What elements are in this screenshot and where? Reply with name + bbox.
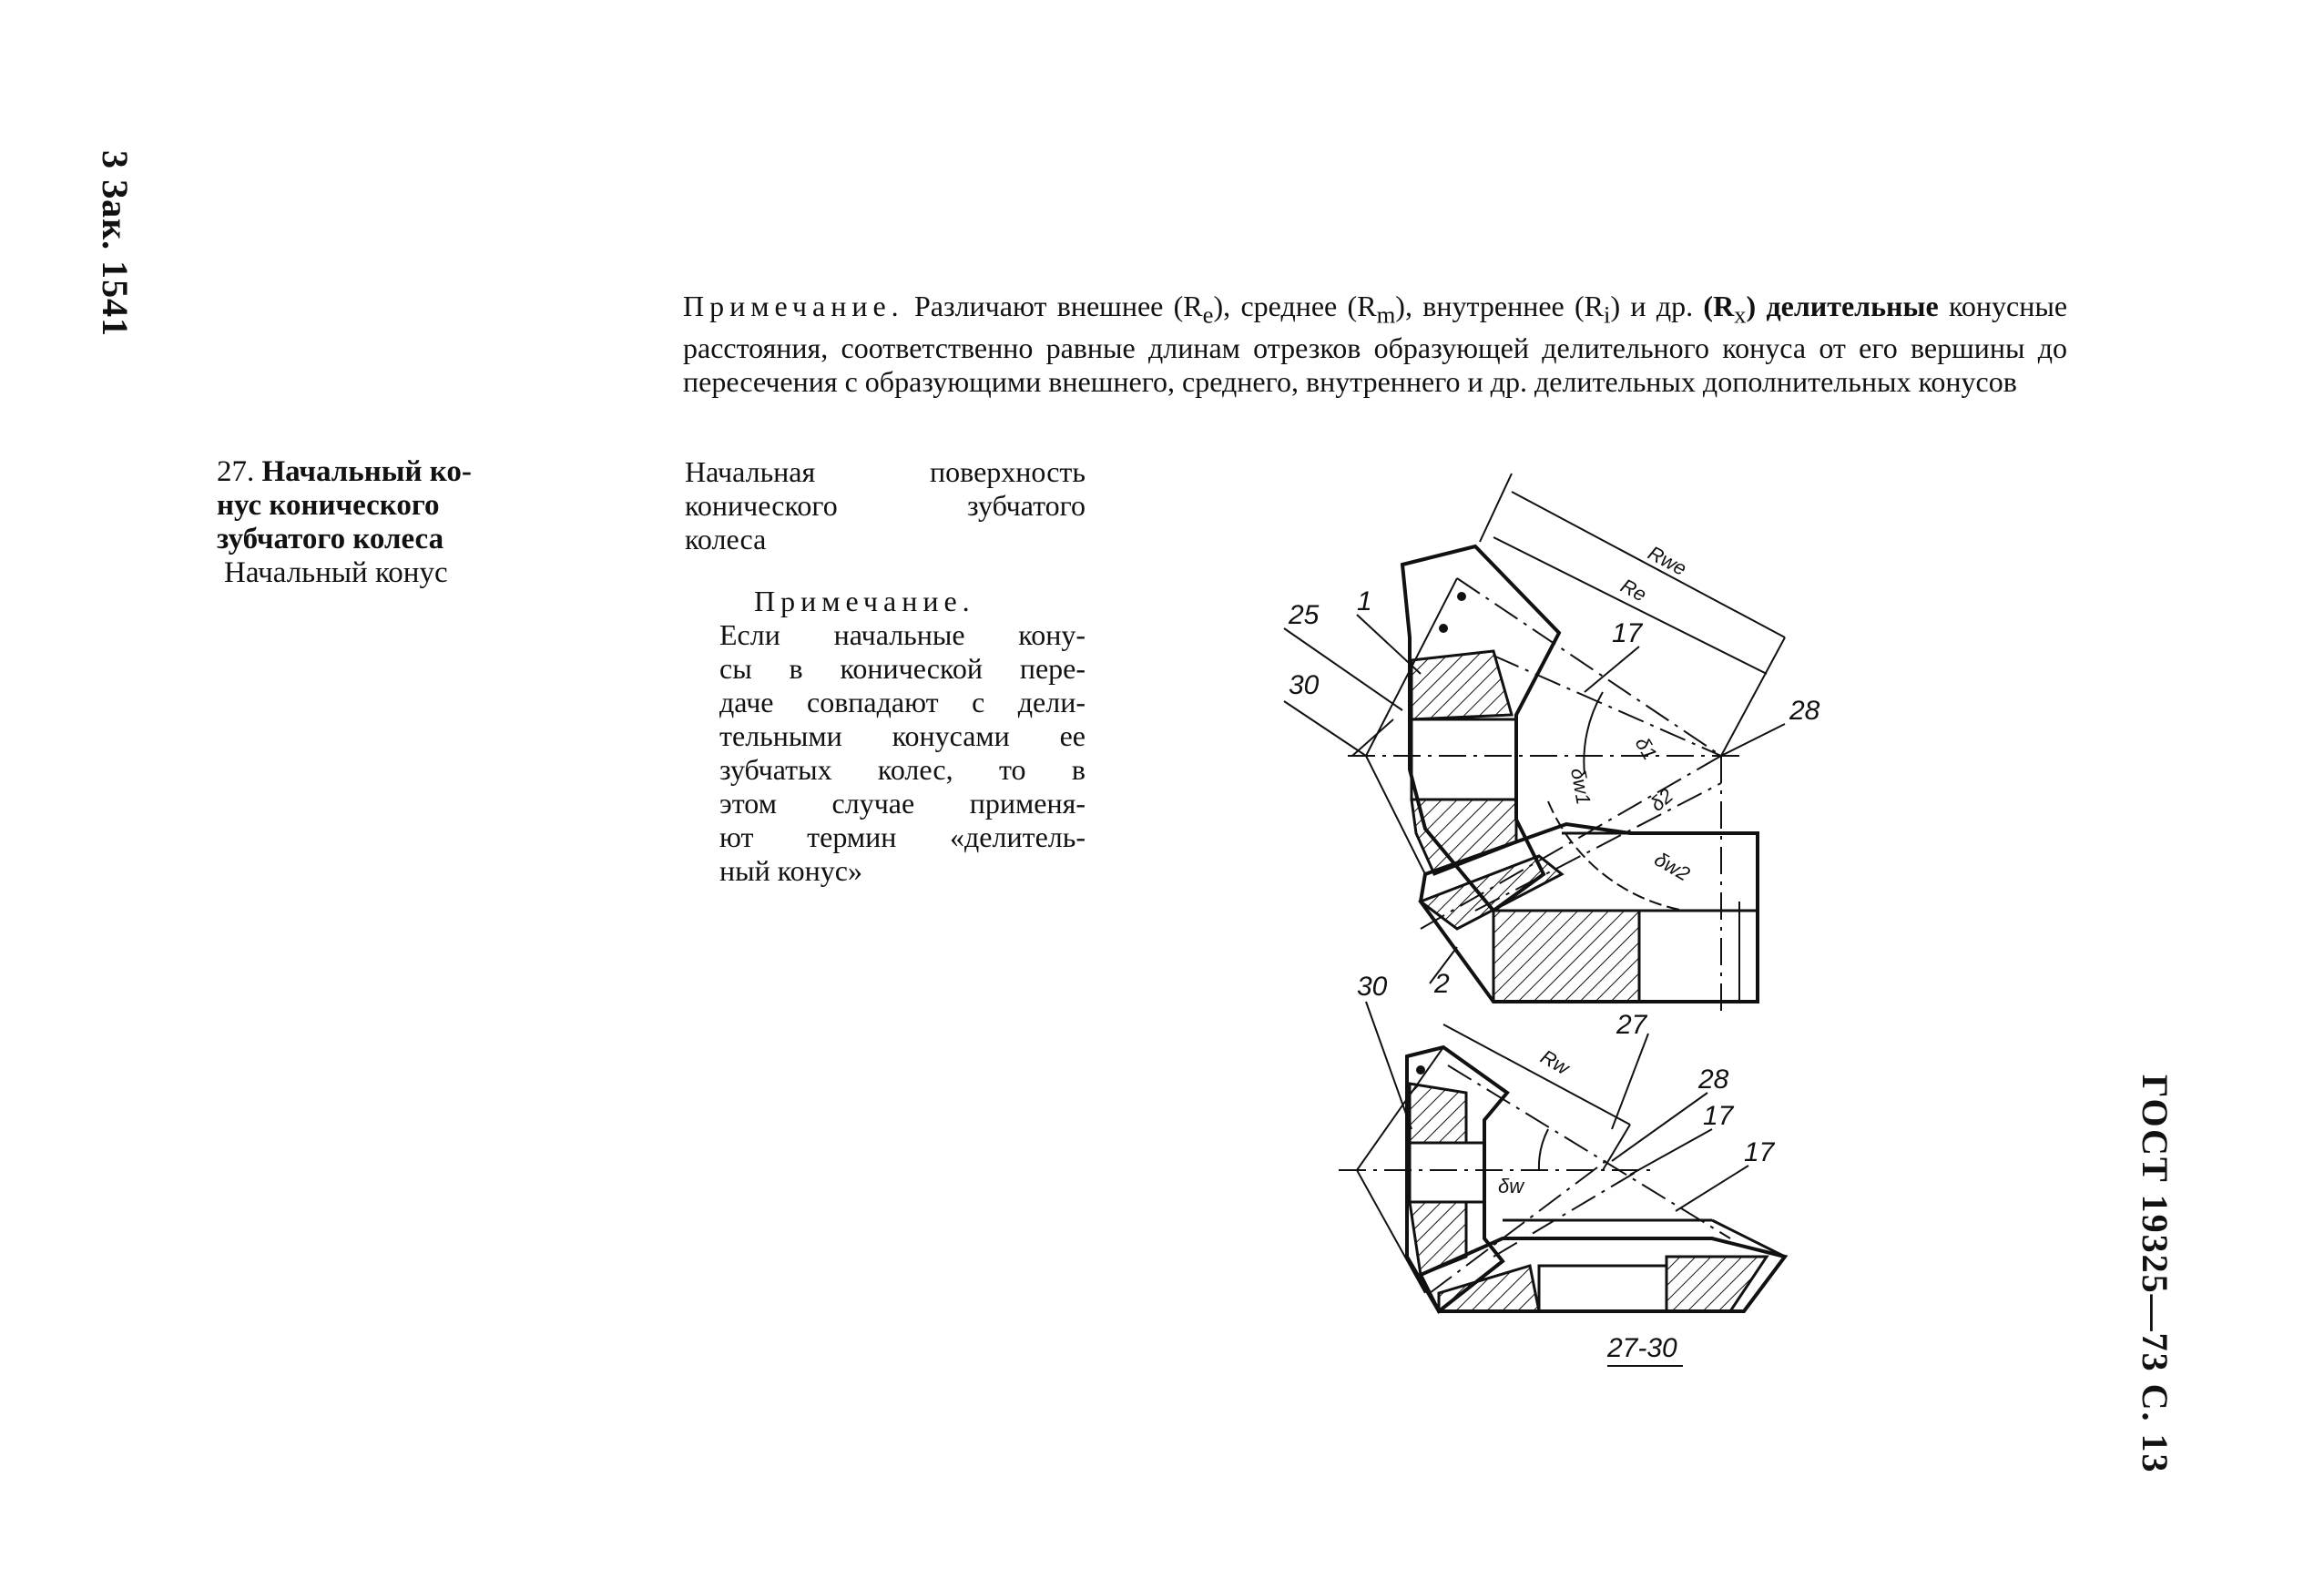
pinion-section-lower [1412,800,1516,874]
label-25: 25 [1289,600,1320,630]
order-reference-text: 3 Зак. 1541 [95,150,136,338]
label-28-lower: 28 [1698,1065,1729,1095]
note-label: Примечание. [683,290,904,322]
label-28-upper: 28 [1789,696,1820,726]
term-name-line: нус конического [217,489,440,522]
term-number: 27. [217,455,255,488]
note-pitch-cones: Примечание. Если начальные кону- сы в конической пере- даче совпадают с дели- тельными конусами ее зубчатых колес, то в этом случае применя- ют термин «делитель- ный конус» [719,585,1086,887]
term-synonym: Начальный конус [224,556,448,589]
label-1: 1 [1357,586,1372,616]
term-definition: Начальная поверхность конического зубчатого колеса [685,455,1086,555]
gear-section-lower [1493,911,1639,1002]
label-17-lower-a: 17 [1703,1101,1734,1131]
label-17-lower-b: 17 [1744,1137,1775,1167]
pinion-bore [1412,719,1516,800]
label-rwe: Rwe [1644,541,1691,581]
dimension-rw [1443,1024,1630,1125]
label-delta1: δ1 [1630,733,1662,764]
label-delta-w2: δw2 [1650,847,1694,886]
term-name-line: 27. Начальный ко- [217,455,472,488]
pinion-section-upper [1412,651,1512,719]
note-pitch-cone-distances: Примечание. Различают внешнее $(R_e)$, среднее $(R_m)$, внутреннее $(R_i)$ и др. $(R_x)$ делительные конусные расстояния, соответственно равные длинам отрезков образующей делительного конуса от его вершины до пересечения с образующими внешнего, среднего, внутреннего и др. делительных дополнительных конусов [683,290,2068,399]
figure-caption: 27-30 [1607,1333,1677,1363]
gear-pair-drawing [1284,474,1785,1011]
label-delta2: δ2 [1646,783,1677,816]
note-label: Примечание. [754,585,975,617]
label-17-upper: 17 [1612,618,1643,648]
label-re: Re [1616,574,1651,606]
label-30-lower: 30 [1357,972,1388,1002]
label-delta-w-lower: δw [1498,1175,1524,1197]
label-30-upper: 30 [1289,670,1320,700]
lower-pinion-section [1410,1084,1466,1143]
term-name-line: зубчатого колеса [217,523,444,555]
label-2: 2 [1434,969,1450,999]
gear-lower-drawing [1339,1002,1785,1311]
label-rw: Rw [1536,1044,1574,1080]
label-delta-w1: δw1 [1566,766,1595,807]
standard-page-reference: ГОСТ 19325—73 С. 13 [2135,1075,2176,1474]
label-27: 27 [1616,1010,1647,1040]
